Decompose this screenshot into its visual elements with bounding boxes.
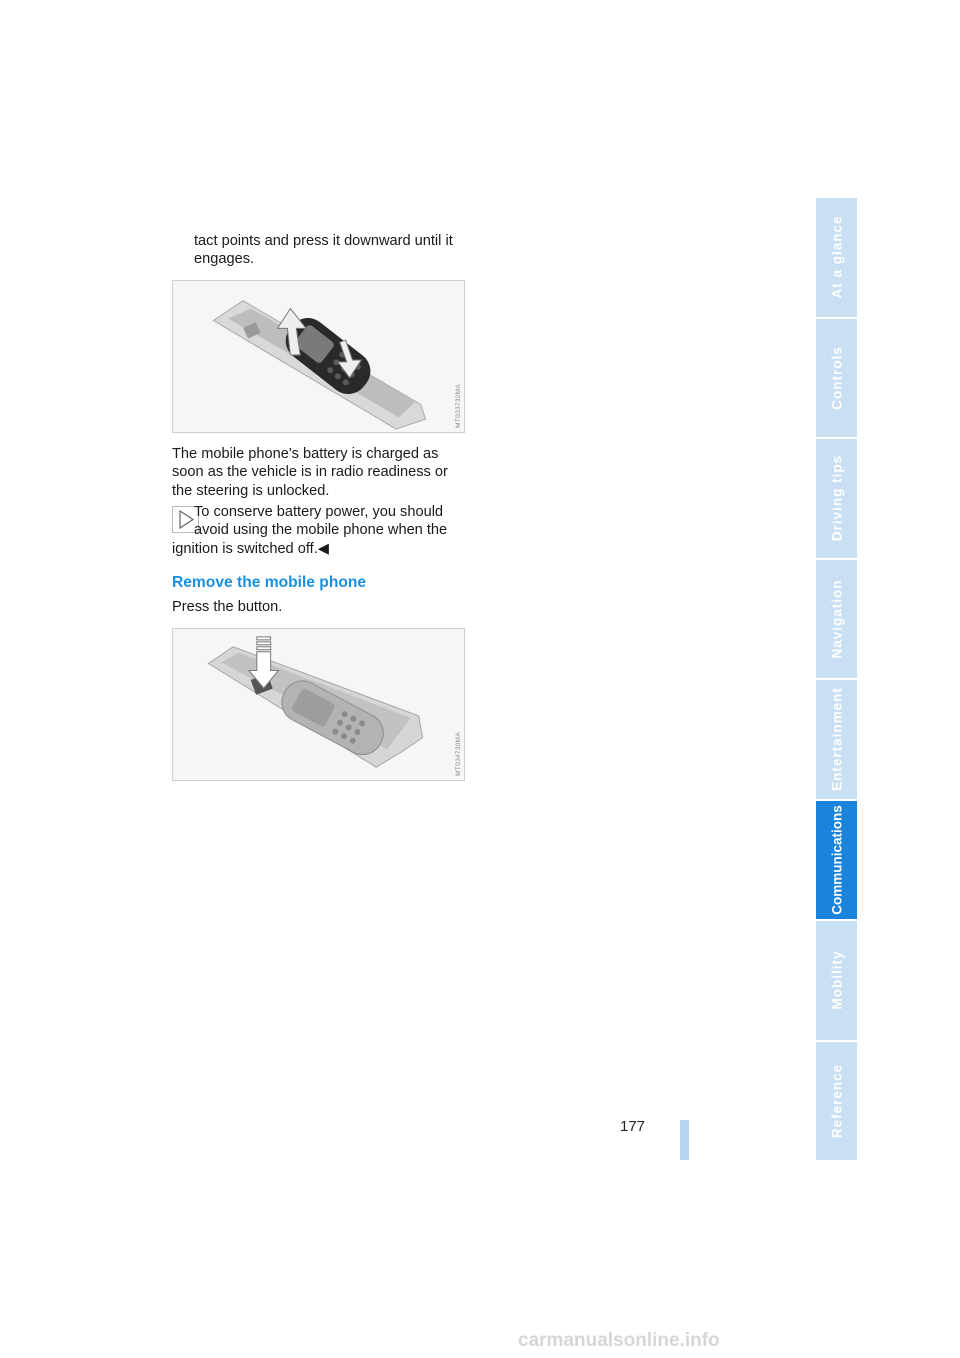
note-line-2: avoid using the mobile phone when the — [194, 522, 448, 539]
tab-entertainment[interactable] — [816, 680, 857, 801]
tab-label: Navigation — [829, 579, 844, 659]
page-number: 177 — [620, 1118, 646, 1135]
note-line-1: To conserve battery power, you should — [194, 504, 444, 520]
tab-communications[interactable] — [816, 801, 857, 922]
tab-label: Entertainment — [829, 687, 844, 792]
tab-label: Driving tips — [829, 455, 844, 542]
press-button-paragraph: Press the button. — [172, 599, 283, 615]
page-number-bar — [680, 1120, 689, 1160]
tab-label: Reference — [829, 1063, 844, 1138]
tab-driving-tips[interactable] — [816, 439, 857, 560]
instruction-paragraph: tact points and press it downward until it engages. — [194, 233, 453, 268]
chapter-tabs — [816, 198, 857, 1160]
watermark: carmanualsonline.info — [518, 1330, 720, 1351]
tab-label: Controls — [829, 346, 844, 410]
battery-note-paragraph — [172, 503, 472, 558]
section-heading: Remove the mobile phone — [172, 574, 367, 591]
battery-charging-paragraph: The mobile phone's battery is charged as soon as the vehicle is in radio readiness or the steering is unlocked. — [172, 446, 448, 499]
tab-at-a-glance[interactable] — [816, 198, 857, 319]
tab-label: At a glance — [829, 215, 844, 299]
tab-label: Mobility — [829, 950, 844, 1010]
tab-mobility[interactable] — [816, 921, 857, 1042]
tab-navigation[interactable] — [816, 560, 857, 681]
end-marker-icon: ◀ — [317, 540, 329, 557]
figure-code: MT034730MA — [455, 732, 462, 776]
note-line-3: ignition is switched off. — [172, 540, 318, 557]
remove-phone-illustration — [172, 628, 465, 781]
insert-phone-illustration — [172, 280, 465, 433]
tab-controls[interactable] — [816, 319, 857, 440]
figure-code: MT033732MA — [455, 384, 462, 428]
phone-cradle-remove-drawing — [173, 629, 464, 780]
tab-reference[interactable] — [816, 1042, 857, 1161]
tab-label: Communications — [829, 804, 844, 915]
phone-cradle-insert-drawing — [173, 281, 464, 432]
